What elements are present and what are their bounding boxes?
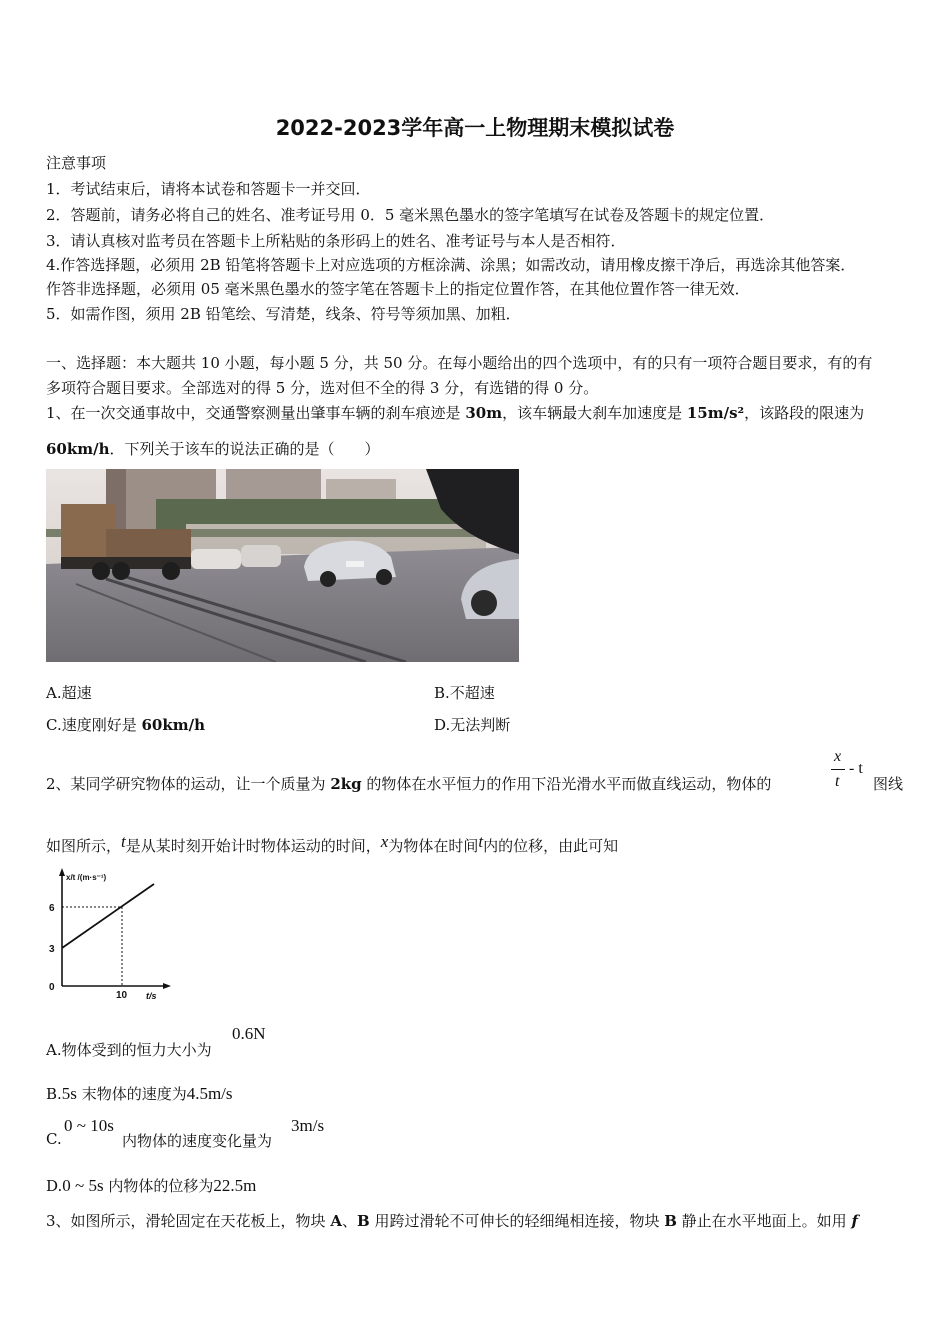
q3-text-e: 用跨过滑轮不可伸长的轻细绳相连接，物块 — [369, 1212, 665, 1230]
q2-option-c-label: C. — [46, 1130, 62, 1148]
q1-option-c — [46, 714, 205, 735]
q1-question: ．下列关于该车的说法正确的是（ ） — [109, 440, 380, 458]
graph-y-arrow — [59, 868, 65, 876]
q3-block-a: A — [330, 1212, 342, 1230]
q3-text-c: 、 — [341, 1212, 357, 1230]
q2-frac-bar — [831, 769, 845, 770]
q1-text-e: ，该路段的限速为 — [744, 404, 865, 422]
q2-option-c-text: 内物体的速度变化量为 — [122, 1132, 273, 1150]
section1-line1: 一、选择题：本大题共 10 小题，每小题 5 分，共 50 分。在每小题给出的四个选项中，有的只有一项符合题目要求，有的有 — [46, 354, 873, 372]
notice-item-4-cont: 作答非选择题，必须用 05 毫米黑色墨水的签字笔在答题卡上的指定位置作答，在其他位置作答一律无效． — [46, 280, 750, 298]
graph-origin-label: 0 — [49, 982, 55, 993]
notice-item-3: 3．请认真核对监考员在答题卡上所粘贴的条形码上的姓名、准考证号与本人是否相符． — [46, 232, 626, 250]
graph-x-arrow — [163, 983, 171, 989]
q1-acceleration: 15m/s² — [686, 404, 745, 422]
q2-var-t2: t — [478, 832, 484, 851]
q3-text-a: 3、如图所示，滑轮固定在天花板上，物块 — [46, 1212, 331, 1230]
q3-text-g: 静止在水平地面上。如用 — [676, 1212, 852, 1230]
q2-option-d-label: D. — [46, 1177, 63, 1195]
q2-frac-denominator: t — [835, 773, 840, 790]
q3-block-b2: B — [664, 1212, 677, 1230]
graph-data-line — [62, 884, 154, 948]
q3-block-b: B — [356, 1212, 370, 1230]
q2-stem-line1 — [46, 773, 771, 794]
q3-stem-line1 — [46, 1210, 858, 1231]
q1-stem-line1 — [46, 402, 864, 423]
q1-text-c: ，该车辆最大刹车加速度是 — [502, 404, 687, 422]
q2-option-c-value: 3m/s — [291, 1116, 325, 1135]
graph-y-tick-3: 3 — [49, 944, 55, 955]
q2-option-a-text: A.物体受到的恒力大小为 — [46, 1041, 212, 1059]
graph-x-tick-10: 10 — [116, 990, 128, 1001]
graph-y-tick-6: 6 — [49, 903, 55, 914]
page-title: 2022-2023学年高一上物理期末模拟试卷 — [275, 116, 675, 140]
q2-text-l2d: 内的位移，由此可知 — [483, 837, 619, 855]
section1-line2: 多项符合题目要求。全部选对的得 5 分，选对但不全的得 3 分，有选错的得 0 分。 — [46, 379, 599, 397]
graph-x-label: t/s — [146, 991, 157, 1001]
q2-option-b-text: 末物体的速度为 — [76, 1085, 187, 1103]
q1-option-c-value: 60km/h — [141, 716, 206, 734]
xt-t-graph — [44, 866, 174, 1006]
notice-heading: 注意事项 — [46, 154, 107, 172]
q2-option-d-text: 内物体的位移为 — [103, 1177, 214, 1195]
q1-speed-limit: 60km/h — [46, 440, 110, 458]
notice-item-1: 1．考试结束后，请将本试卷和答题卡一并交回． — [46, 180, 371, 198]
q2-option-d-value: 22.5m — [213, 1176, 257, 1195]
q2-text-a: 2、某同学研究物体的运动，让一个质量为 — [46, 775, 331, 793]
q1-option-c-text: C.速度刚好是 — [46, 716, 142, 734]
q2-var-t: t — [121, 832, 126, 851]
notice-item-4: 4.作答选择题，必须用 2B 铅笔将答题卡上对应选项的方框涂满、涂黑；如需改动，请用橡皮擦干净后，再选涂其他答案． — [46, 256, 856, 274]
q2-text-l2b: 是从某时刻开始计时物体运动的时间， — [125, 837, 381, 855]
q2-option-a — [46, 1039, 212, 1060]
q2-option-d — [46, 1175, 256, 1196]
accident-photo — [46, 469, 519, 662]
q2-text-l2c: 为物体在时间 — [388, 837, 479, 855]
q3-var-f: f — [851, 1212, 858, 1230]
q2-frac-tail: - t — [849, 760, 863, 777]
q2-option-b-value: 4.5m/s — [186, 1084, 233, 1103]
q1-stem-line2 — [46, 438, 380, 459]
q2-frac-numerator: x — [834, 748, 842, 765]
q1-option-d: D.无法判断 — [434, 716, 511, 734]
q2-var-x: x — [380, 832, 389, 851]
q1-option-b: B.不超速 — [434, 684, 495, 702]
q2-option-b-label: B. — [46, 1085, 62, 1103]
q2-text-c: 的物体在水平恒力的作用下沿光滑水平而做直线运动，物体的 — [361, 775, 772, 793]
notice-item-2: 2．答题前，请务必将自己的姓名、准考证号用 0．5 毫米黑色墨水的签字笔填写在试卷及答题卡的规定位置． — [46, 206, 775, 224]
q2-text-end: 图线 — [873, 775, 904, 793]
q1-option-a: A.超速 — [46, 684, 92, 702]
q2-text-l2a: 如图所示， — [46, 837, 122, 855]
graph-y-label: x/t /(m·s⁻¹) — [66, 873, 107, 882]
q1-text-a: 1、在一次交通事故中，交通警察测量出肇事车辆的刹车痕迹是 — [46, 404, 466, 422]
q1-skid-distance: 30m — [465, 404, 503, 422]
q2-stem-line2 — [46, 832, 619, 856]
q2-mass: 2kg — [330, 775, 362, 793]
q2-option-b — [46, 1083, 233, 1104]
q2-option-b-time: 5s — [61, 1084, 77, 1103]
q2-option-c-interval: 0 ~ 10s — [64, 1116, 114, 1135]
notice-item-5: 5．如需作图，须用 2B 铅笔绘、写清楚，线条、符号等须加黑、加粗． — [46, 305, 521, 323]
q2-option-d-interval: 0 ~ 5s — [62, 1176, 104, 1195]
q2-option-a-value: 0.6N — [232, 1024, 266, 1043]
